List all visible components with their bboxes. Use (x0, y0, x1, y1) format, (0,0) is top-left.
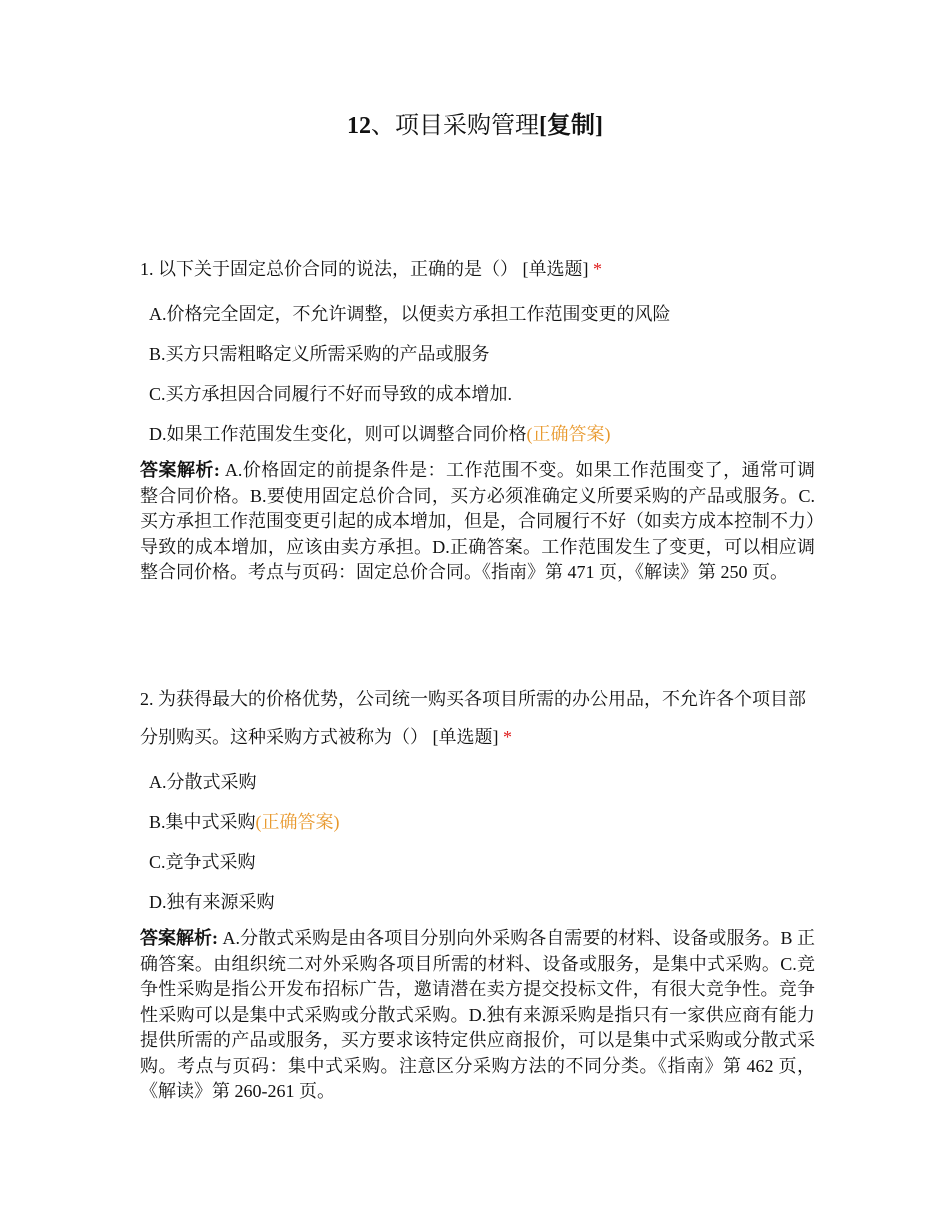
option-text: B.集中式采购 (149, 812, 256, 832)
question-1 (140, 250, 815, 586)
analysis-text: A.分散式采购是由各项目分别向外采购各自需要的材料、设备或服务。B 正确答案。由组织统二对外采购各项目所需的材料、设备或服务，是集中式采购。C.竞争性采购是指公开发布招标广告，邀请潜在卖方提交投标文件，有很大竞争性。竞争性采购可以是集中式采购或分散式采购。D.独有来源采购是指只有一家供应商有能力提供所需的产品或服务，买方要求该特定供应商报价，可以是集中式采购或分散式采购。考点与页码：集中式采购。注意区分采购方法的不同分类。《指南》第 462 页，《解读》第 260-261 页。 (140, 928, 815, 1101)
question-stem-text: 1. 以下关于固定总价合同的说法，正确的是（） [单选题] (140, 259, 589, 279)
option-c[interactable] (149, 842, 815, 882)
option-list (140, 762, 815, 922)
question-stem (140, 250, 815, 288)
question-2 (140, 680, 815, 1105)
correct-answer-tag: (正确答案) (526, 424, 611, 444)
option-text: D.如果工作范围发生变化，则可以调整合同价格 (149, 424, 527, 444)
correct-answer-tag: (正确答案) (255, 812, 340, 832)
option-text: C.竞争式采购 (149, 852, 256, 872)
title-text: 、项目采购管理 (371, 113, 539, 139)
title-number: 12 (347, 113, 371, 139)
option-text: C.买方承担因合同履行不好而导致的成本增加. (149, 384, 513, 404)
page-title (0, 110, 950, 142)
option-text: B.买方只需粗略定义所需采购的产品或服务 (149, 344, 490, 364)
option-list (140, 294, 815, 454)
option-b[interactable] (149, 334, 815, 374)
option-d[interactable] (149, 882, 815, 922)
title-suffix: [复制] (539, 113, 603, 139)
option-a[interactable] (149, 294, 815, 334)
option-c[interactable] (149, 374, 815, 414)
analysis-text: A.价格固定的前提条件是：工作范围不变。如果工作范围变了，通常可调整合同价格。B.要使用固定总价合同，买方必须准确定义所要采购的产品或服务。C.买方承担工作范围变更引起的成本增加，但是，合同履行不好（如卖方成本控制不力）导致的成本增加，应该由卖方承担。D.正确答案。工作范围发生了变更，可以相应调整合同价格。考点与页码：固定总价合同。《指南》第 471 页，《解读》第 250 页。 (140, 460, 815, 582)
option-text: A.分散式采购 (149, 772, 257, 792)
option-b[interactable] (149, 802, 815, 842)
option-a[interactable] (149, 762, 815, 802)
required-mark: * (503, 727, 512, 747)
option-text: A.价格完全固定，不允许调整，以便卖方承担工作范围变更的风险 (149, 304, 671, 324)
analysis-label: 答案解析: (140, 928, 219, 948)
option-d[interactable] (149, 414, 815, 454)
option-text: D.独有来源采购 (149, 892, 275, 912)
required-mark: * (593, 259, 602, 279)
analysis-label: 答案解析: (140, 460, 220, 480)
answer-analysis (140, 458, 815, 586)
answer-analysis (140, 926, 815, 1105)
question-stem (140, 680, 815, 756)
question-stem-text: 2. 为获得最大的价格优势，公司统一购买各项目所需的办公用品，不允许各个项目部分别购买。这种采购方式被称为（） [单选题] (140, 689, 806, 747)
